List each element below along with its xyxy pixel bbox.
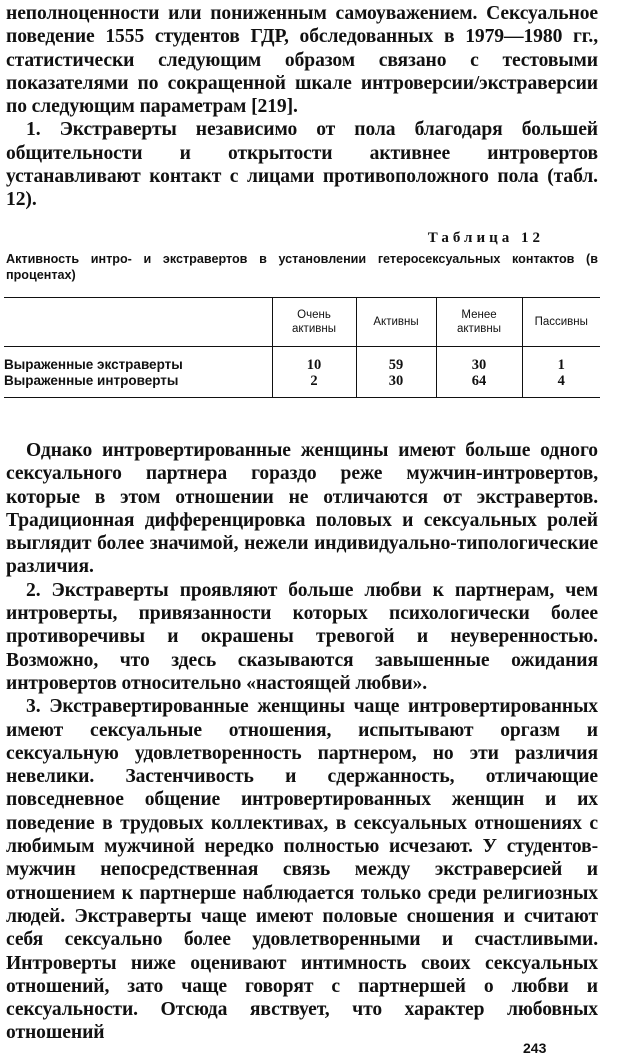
table-label: Таблица 12	[427, 230, 544, 246]
table-header-cell: Активны	[356, 298, 436, 347]
table-cell: 59	[356, 347, 436, 374]
table-header-cell: Пассивны	[522, 298, 600, 347]
table-cell: 2	[272, 373, 356, 398]
row-label: Выраженные интроверты	[4, 373, 179, 388]
table-header-cell: Очень активны	[272, 298, 356, 347]
table-cell: 10	[272, 347, 356, 374]
paragraph: Однако интровертированные женщины имеют больше одного сексуального партнера гораздо реже мужчин-интровертов, которые в этом отношении не отличаются от экстравертов. Традиционная дифференцировка половых и сексуальных ролей выглядит более значимой, нежели индивидуально-типологические различия.	[6, 440, 598, 578]
row-label: Выраженные экстраверты	[4, 357, 183, 372]
table-header-row	[4, 298, 600, 347]
paragraph: 3. Экстравертированные женщины чаще интровертированных имеют сексуальные отношения, испытывают оргазм и сексуальную удовлетворенность партнером, но эти различия невелики. Застенчивость и сдержанность, отличающие повседневное общение интровертированных женщин и их поведение в трудовых коллективах, в сексуальных отношениях с любимым мужчиной нередко полностью исчезают. У студентов-мужчин непосредственная связь между экстраверсией и отношением к партнерше наблюдается только среди религиозных людей. Экстраверты чаще имеют половые сношения и считают себя сексуально более удовлетворенными и счастливыми. Интроверты ниже оценивают интимность своих сексуальных отношений, зато чаще говорят с партнершей о любви и сексуальности. Отсюда явствует, что характер любовных отношений	[6, 696, 598, 1044]
table-row	[4, 347, 600, 374]
bottom-text-block	[6, 439, 598, 1045]
table-caption: Активность интро- и экстравертов в установлении гетеросексуальных контактов (в процентах)	[6, 252, 598, 282]
table-row	[4, 373, 600, 398]
top-text-block	[6, 2, 598, 212]
table-cell: 30	[356, 373, 436, 398]
paragraph: неполноценности или пониженным самоуважением. Сексуальное поведение 1555 студентов ГДР, обследованных в 1979—1980 гг., статистически следующим образом связано с тестовыми показателями по сокращенной шкале интроверсии/экстраверсии по следующим параметрам [219].	[6, 3, 598, 118]
table-cell: 4	[522, 373, 600, 398]
table-cell: 30	[436, 347, 522, 374]
data-table	[4, 297, 600, 398]
table-header-cell	[4, 298, 272, 347]
table-cell: 1	[522, 347, 600, 374]
table-header-cell: Менее активны	[436, 298, 522, 347]
paragraph: 2. Экстраверты проявляют больше любви к партнерам, чем интроверты, привязанности которых психологически более противоречивы и окрашены тревогой и неуверенностью. Возможно, что здесь сказываются завышенные ожидания интровертов относительно «настоящей любви».	[6, 579, 598, 694]
page-number: 243	[523, 1040, 547, 1056]
paragraph: 1. Экстраверты независимо от пола благодаря большей общительности и открытости активнее интровертов устанавливают контакт с лицами противоположного пола (табл. 12).	[6, 119, 598, 211]
table-cell: 64	[436, 373, 522, 398]
